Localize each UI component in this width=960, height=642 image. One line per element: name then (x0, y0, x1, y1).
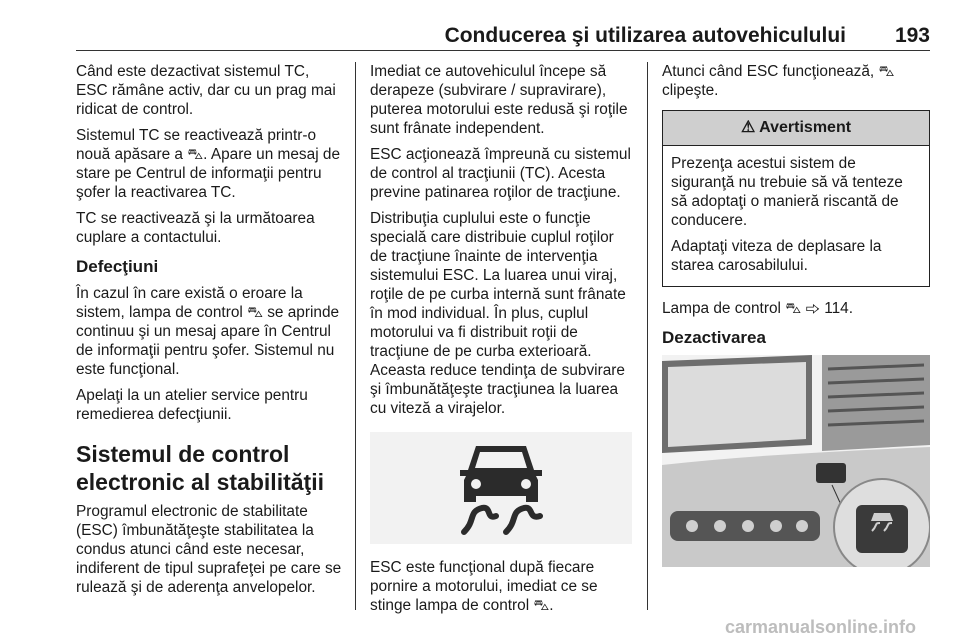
dashboard-illustration (662, 355, 930, 567)
warning-box (662, 110, 930, 287)
paragraph: Imediat ce autovehiculul începe să derapeze (subvirare / supravirare), puterea motorului este redusă şi roţile sunt frânate independent. (370, 63, 628, 137)
column-left (76, 62, 342, 604)
paragraph: Atunci când ESC funcţionează, ⛍ clipeşte. (662, 63, 895, 99)
paragraph: Apelaţi la un atelier service pentru remedierea defecţiunii. (76, 387, 308, 423)
paragraph: TC se reactivează şi la următoarea cuplare a contactului. (76, 210, 315, 246)
paragraph: Distribuţia cuplului este o funcţie specială care distribuie cuplul roţilor de tracţiune înainte de intervenţia sistemului ESC. La luarea unui viraj, roţile de pe curba internă sunt frânate în mod individual. În plus, cuplul motorului va fi distribuit roţii de tracţiune de pe curba exterioară. Aceasta reduce tendinţa de subvirare şi îmbunătăţeşte tracţiunea la luarea cu viteză a virajelor. (370, 210, 626, 417)
paragraph: Lampa de control ⛍ ⇨ 114. (662, 300, 854, 317)
paragraph: Adaptaţi viteza de deplasare la starea carosabilului. (671, 238, 882, 274)
paragraph: În cazul în care există o eroare la sistem, lampa de control ⛍ se aprinde continuu şi un mesaj apare în Centrul de informaţii pentru şofer. Sistemul nu este funcţional. (76, 285, 340, 378)
dashboard-figure (662, 355, 930, 567)
warning-header (663, 111, 929, 146)
page-header (76, 22, 930, 51)
skidding-car-icon (446, 440, 556, 536)
heading-dezactivarea: Dezactivarea (662, 328, 766, 347)
heading-defectiuni: Defecţiuni (76, 257, 159, 276)
warning-triangle-icon: ⚠ (740, 119, 756, 136)
warning-body (663, 146, 929, 286)
warning-title: Avertisment (759, 119, 852, 136)
paragraph: ESC este funcţional după fiecare pornire a motorului, imediat ce se stinge lampa de control ⛍. (370, 559, 598, 614)
column-divider (647, 62, 648, 610)
paragraph: Prezenţa acestui sistem de siguranţă nu trebuie să vă tenteze să adoptaţi o manieră riscantă de conducere. (671, 155, 903, 229)
section-heading: Sistemul de control electronic al stabilităţii (76, 441, 324, 495)
chapter-title: Conducerea şi utilizarea autovehiculului (444, 24, 846, 47)
esc-symbol-figure (370, 432, 632, 544)
column-divider (355, 62, 356, 610)
paragraph: Sistemul TC se reactivează printr-o nouă apăsare a ⛍. Apare un mesaj de stare pe Centrul de informaţii pentru şofer la reactivarea TC. (76, 127, 341, 201)
paragraph: Când este dezactivat sistemul TC, ESC rămâne activ, dar cu un prag mai ridicat de control. (76, 63, 336, 118)
paragraph: ESC acţionează împreună cu sistemul de control al tracţiunii (TC). Acesta previne patinarea roţilor de tracţiune. (370, 146, 631, 201)
paragraph: Programul electronic de stabilitate (ESC) îmbunătăţeşte stabilitatea la condus atunci când este necesar, indiferent de tipul suprafeţei pe care se rulează şi de aderenţa anvelopelor. (76, 503, 342, 596)
page-number: 193 (894, 24, 930, 47)
column-right (662, 62, 930, 567)
column-middle (370, 62, 634, 622)
watermark: carmanualsonline.info (724, 617, 916, 637)
